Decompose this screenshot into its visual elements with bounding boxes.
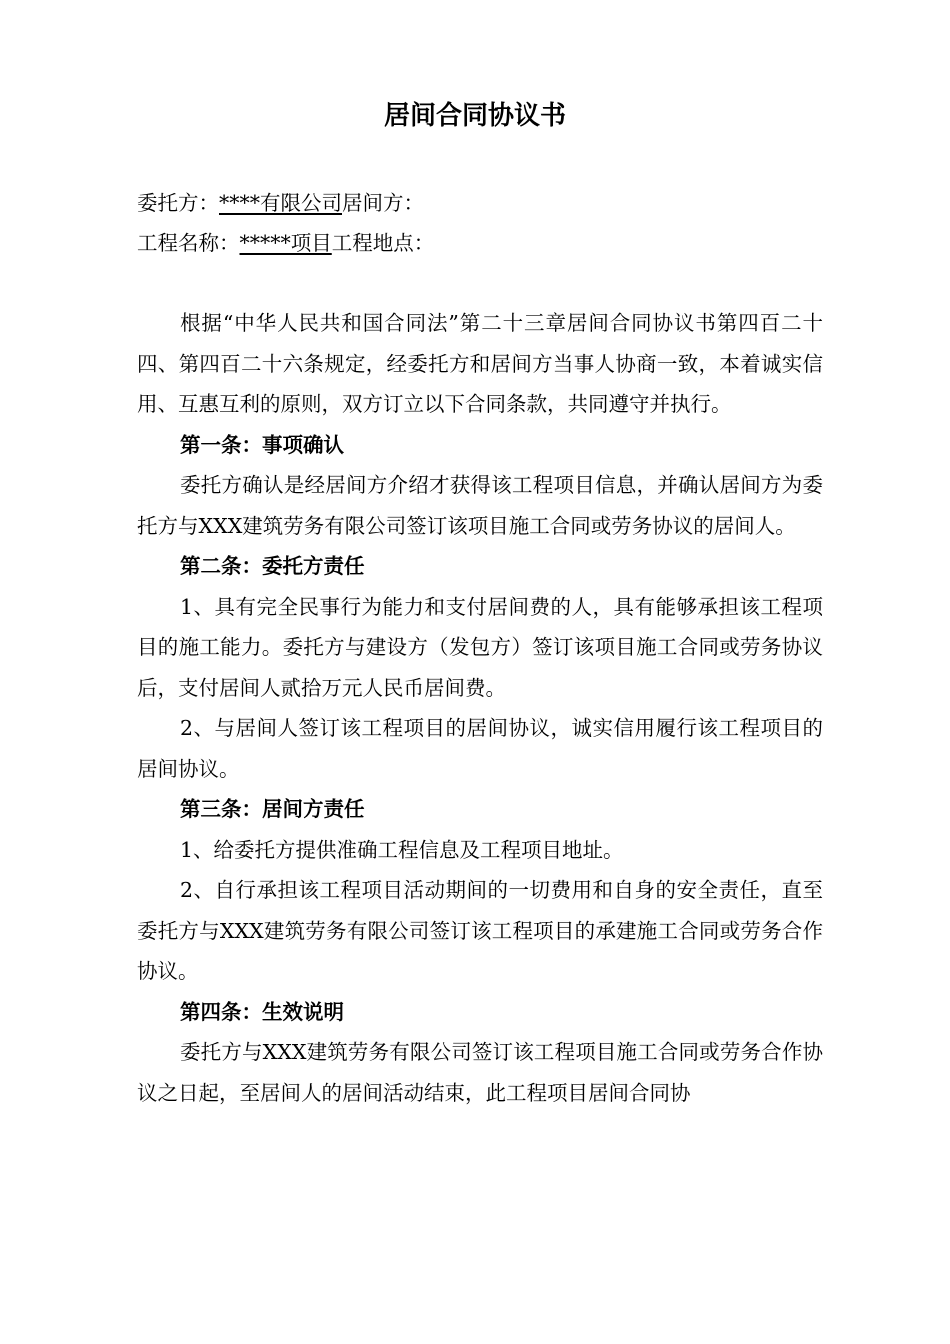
document-body: [137, 183, 823, 1113]
project-value: *****项目: [239, 231, 332, 255]
document-title: 居间合同协议书: [383, 101, 566, 131]
client-value: ****有限公司: [219, 191, 342, 215]
spacer: [137, 263, 823, 303]
article-heading: 第三条：居间方责任: [180, 797, 365, 821]
article-heading: 第一条：事项确认: [180, 432, 344, 457]
article-paragraph: 1、给委托方提供准确工程信息及工程项目地址。: [180, 837, 624, 862]
project-label: 工程名称：: [137, 231, 240, 255]
article-paragraph: 1、具有完全民事行为能力和支付居间费的人，具有能够承担该工程项目的施工能力。委托方与建设方（发包方）签订该项目施工合同或劳务协议后，支付居间人贰拾万元人民币居间费。: [137, 594, 823, 700]
broker-label: 居间方：: [342, 191, 424, 215]
client-line: [137, 183, 823, 223]
project-line: [137, 223, 823, 263]
client-label: 委托方：: [137, 191, 219, 215]
article-paragraph: 委托方确认是经居间方介绍才获得该工程项目信息，并确认居间方为委托方与XXX建筑劳务有限公司签订该项目施工合同或劳务协议的居间人。: [137, 473, 823, 538]
article-heading: 第二条：委托方责任: [180, 554, 365, 578]
article-heading: 第四条：生效说明: [180, 999, 344, 1024]
article-paragraph: 2、自行承担该工程项目活动期间的一切费用和自身的安全责任，直至委托方与XXX建筑劳务有限公司签订该工程项目的承建施工合同或劳务合作协议。: [137, 878, 823, 983]
article-paragraph: 委托方与XXX建筑劳务有限公司签订该工程项目施工合同或劳务合作协议之日起，至居间人的居间活动结束，此工程项目居间合同协: [137, 1040, 823, 1105]
preamble-paragraph: 根据“中华人民共和国合同法”第二十三章居间合同协议书第四百二十四、第四百二十六条规定，经委托方和居间方当事人协商一致，本着诚实信用、互惠互利的原则，双方订立以下合同条款，共同遵守并执行。: [137, 311, 823, 416]
location-label: 工程地点：: [331, 231, 435, 255]
article-paragraph: 2、与居间人签订该工程项目的居间协议，诚实信用履行该工程项目的居间协议。: [137, 716, 823, 781]
